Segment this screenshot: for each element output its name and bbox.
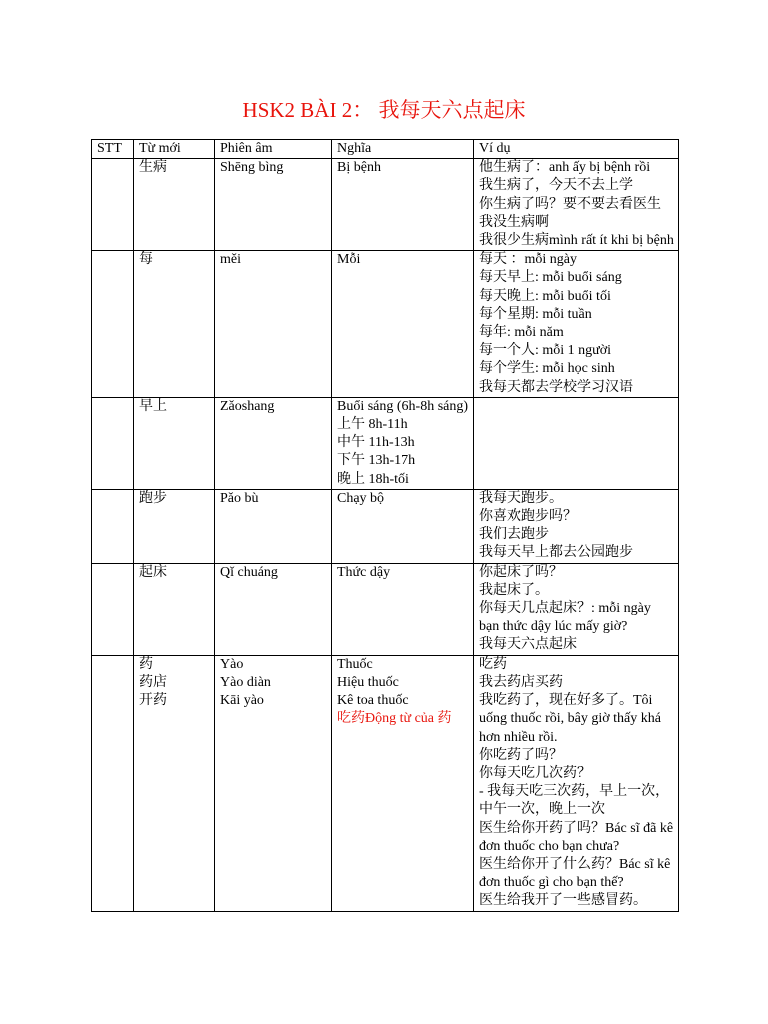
example-line: 医生给你开药了吗？Bác sĩ đã kê đơn thuốc cho bạn chưa? bbox=[479, 820, 674, 854]
example-line: 医生给我开了一些感冒药。 bbox=[479, 893, 647, 909]
meaning-line: Thức dậy bbox=[337, 564, 391, 580]
pinyin-line: Qǐ chuáng bbox=[220, 564, 278, 580]
cell-stt bbox=[92, 397, 134, 489]
cell-examples bbox=[474, 159, 679, 251]
cell-examples bbox=[474, 397, 679, 489]
meaning-line: 吃药Động từ của 药 bbox=[337, 711, 452, 727]
meaning-line: Kê toa thuốc bbox=[337, 693, 409, 709]
cell-word bbox=[134, 397, 215, 489]
cell-meaning bbox=[332, 563, 474, 655]
word-line: 跑步 bbox=[139, 490, 167, 506]
pinyin-line: měi bbox=[220, 252, 241, 268]
example-line: 你起床了吗？ bbox=[479, 564, 563, 580]
example-line: 我去药店买药 bbox=[479, 674, 563, 690]
meaning-line: 下午 13h-17h bbox=[337, 453, 416, 469]
example-line: 每个星期: mỗi tuần bbox=[479, 306, 592, 322]
example-line: 每天晚上: mỗi buổi tối bbox=[479, 288, 611, 304]
pinyin-line: Kāi yào bbox=[220, 693, 264, 709]
meaning-line: 晚上 18h-tối bbox=[337, 471, 409, 487]
example-line: 你吃药了吗？ bbox=[479, 747, 563, 763]
table-header-row bbox=[92, 140, 679, 159]
example-line: 你喜欢跑步吗？ bbox=[479, 509, 577, 525]
meaning-line: 中午 11h-13h bbox=[337, 435, 415, 451]
example-line: 我每天跑步。 bbox=[479, 490, 563, 506]
table-row bbox=[92, 655, 679, 911]
pinyin-line: Pǎo bù bbox=[220, 490, 259, 506]
cell-pinyin bbox=[215, 655, 332, 911]
meaning-line: 上午 8h-11h bbox=[337, 417, 408, 433]
meaning-line: Thuốc bbox=[337, 656, 373, 672]
example-line: 医生给你开了什么药？Bác sĩ kê đơn thuốc gì cho bạn thế? bbox=[479, 856, 671, 891]
cell-word bbox=[134, 489, 215, 563]
cell-meaning bbox=[332, 489, 474, 563]
example-line: 每一个人: mỗi 1 người bbox=[479, 343, 612, 359]
table-row bbox=[92, 563, 679, 655]
cell-pinyin bbox=[215, 397, 332, 489]
example-line: 每年: mỗi năm bbox=[479, 325, 564, 341]
example-line: 你每天吃几次药？ bbox=[479, 765, 591, 781]
cell-word bbox=[134, 251, 215, 398]
example-line: 我生病了，今天不去上学 bbox=[479, 178, 633, 194]
header-new-word: Từ mới bbox=[134, 140, 215, 159]
meaning-line: Chạy bộ bbox=[337, 490, 385, 506]
example-line: 我很少生病mình rất ít khi bị bệnh bbox=[479, 233, 674, 249]
cell-examples bbox=[474, 489, 679, 563]
pinyin-line: Yào diàn bbox=[220, 674, 271, 690]
pinyin-line: Yào bbox=[220, 656, 244, 672]
example-line: 你生病了吗？要不要去看医生 bbox=[479, 196, 661, 212]
table-row bbox=[92, 251, 679, 398]
example-line: 我每天都去学校学习汉语 bbox=[479, 379, 633, 395]
header-meaning: Nghĩa bbox=[332, 140, 474, 159]
cell-word bbox=[134, 563, 215, 655]
cell-pinyin bbox=[215, 563, 332, 655]
example-line: 他生病了：anh ấy bị bệnh rồi bbox=[479, 160, 651, 176]
example-line: 我没生病啊 bbox=[479, 214, 549, 230]
header-example: Ví dụ bbox=[474, 140, 679, 159]
document-title: HSK2 BÀI 2： 我每天六点起床 bbox=[242, 98, 526, 122]
example-line: 你每天几点起床？: mỗi ngày bạn thức dậy lúc mấy giờ? bbox=[479, 601, 651, 635]
cell-examples bbox=[474, 655, 679, 911]
meaning-line: Bị bệnh bbox=[337, 160, 381, 176]
word-line: 早上 bbox=[139, 398, 167, 414]
pinyin-line: Zǎoshang bbox=[220, 398, 275, 414]
example-line: 每天早上: mỗi buổi sáng bbox=[479, 270, 622, 286]
example-line: 我起床了。 bbox=[479, 582, 549, 598]
example-line: 我每天六点起床 bbox=[479, 637, 577, 653]
word-line: 开药 bbox=[139, 693, 167, 709]
cell-word bbox=[134, 159, 215, 251]
header-pinyin: Phiên âm bbox=[215, 140, 332, 159]
header-stt: STT bbox=[92, 140, 134, 159]
word-line: 药 bbox=[139, 656, 153, 672]
example-line: 我每天早上都去公园跑步 bbox=[479, 545, 633, 561]
example-line: - 我每天吃三次药，早上一次，中午一次，晚上一次 bbox=[479, 784, 670, 818]
word-line: 药店 bbox=[139, 674, 167, 690]
cell-examples bbox=[474, 251, 679, 398]
cell-stt bbox=[92, 251, 134, 398]
meaning-line: Mỗi bbox=[337, 252, 361, 268]
cell-stt bbox=[92, 159, 134, 251]
cell-meaning bbox=[332, 655, 474, 911]
word-line: 每 bbox=[139, 252, 153, 268]
cell-meaning bbox=[332, 251, 474, 398]
example-line: 我们去跑步 bbox=[479, 527, 549, 543]
cell-stt bbox=[92, 563, 134, 655]
example-line: 每个学生: mỗi học sinh bbox=[479, 361, 615, 377]
cell-pinyin bbox=[215, 159, 332, 251]
pinyin-line: Shēng bìng bbox=[220, 160, 284, 176]
word-line: 起床 bbox=[139, 564, 167, 580]
example-line: 我吃药了，现在好多了。Tôi uống thuốc rồi, bây giờ thấy khá hơn nhiều rồi. bbox=[479, 693, 661, 745]
cell-meaning bbox=[332, 397, 474, 489]
cell-examples bbox=[474, 563, 679, 655]
cell-stt bbox=[92, 655, 134, 911]
example-line: 吃药 bbox=[479, 656, 507, 672]
meaning-line: Hiệu thuốc bbox=[337, 674, 399, 690]
vocabulary-table bbox=[91, 139, 679, 912]
table-row bbox=[92, 159, 679, 251]
table-row bbox=[92, 397, 679, 489]
cell-pinyin bbox=[215, 489, 332, 563]
example-line: 每天 ：mỗi ngày bbox=[479, 252, 577, 268]
word-line: 生病 bbox=[139, 160, 167, 176]
meaning-line: Buổi sáng (6h-8h sáng) bbox=[337, 398, 469, 414]
table-row bbox=[92, 489, 679, 563]
cell-meaning bbox=[332, 159, 474, 251]
cell-word bbox=[134, 655, 215, 911]
cell-stt bbox=[92, 489, 134, 563]
cell-pinyin bbox=[215, 251, 332, 398]
